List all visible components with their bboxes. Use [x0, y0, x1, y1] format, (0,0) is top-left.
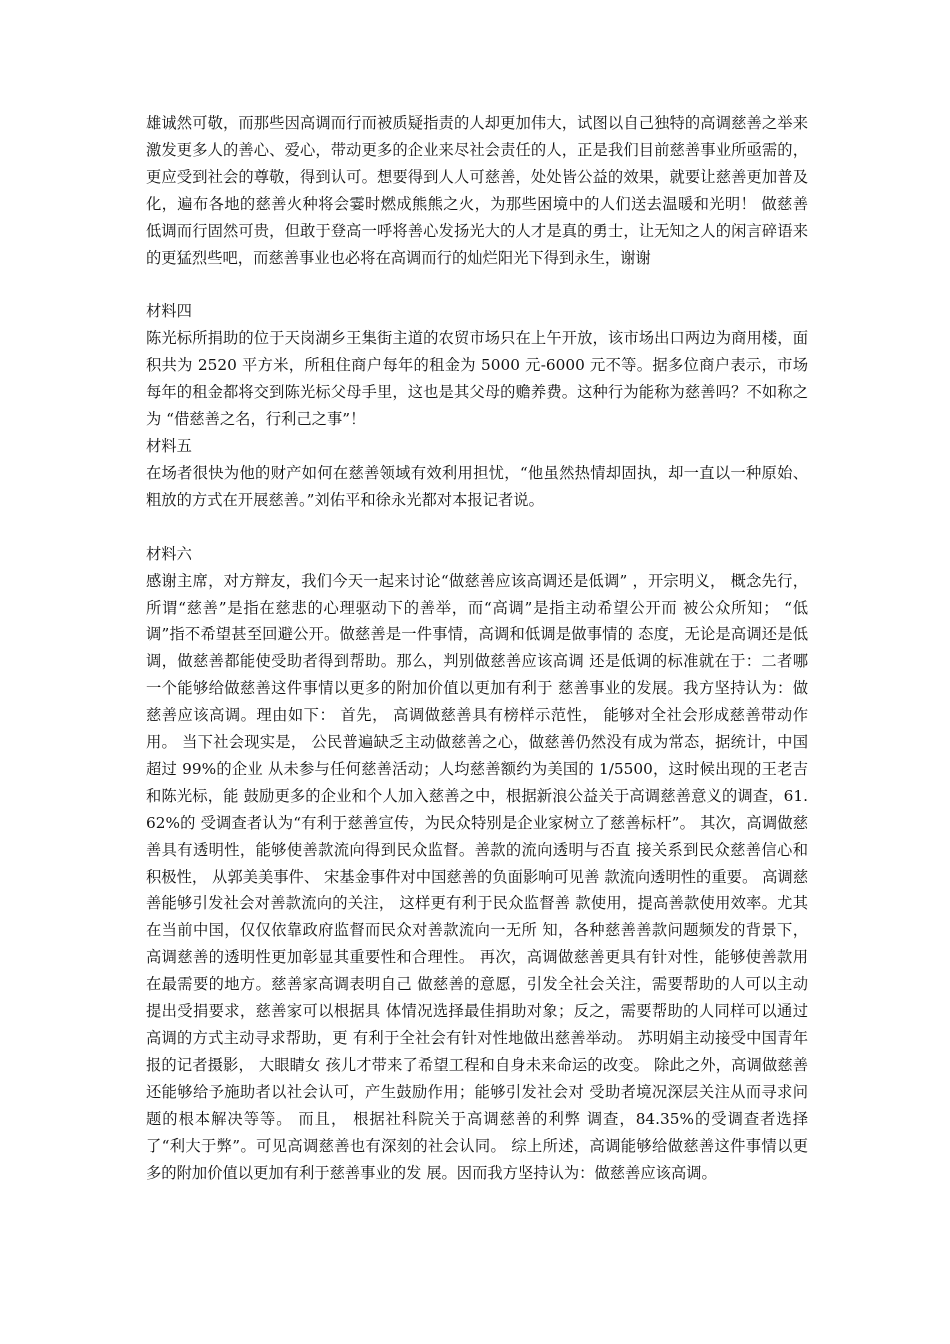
material4-heading: 材料四 — [146, 302, 192, 321]
paragraph-spacer — [146, 271, 808, 298]
material6-heading: 材料六 — [146, 544, 192, 563]
material4-paragraph: 陈光标所捐助的位于天岗湖乡王集街主道的农贸市场只在上午开放，该市场出口两边为商用楼，面积共为 2520 平方米，所租住商户每年的租金为 5000 元-6000 元不等。据多位商户表示，市场每年的租金都将交到陈光标父母手里，这也是其父母的赡养费。这种行为能称为慈善吗？不如称之为 “借慈善之名，行利己之事”！ — [146, 329, 808, 429]
material5-paragraph: 在场者很快为他的财产如何在慈善领域有效利用担忧，“他虽然热情却固执，却一直以一种原始、粗放的方式在开展慈善。”刘佑平和徐永光都对本报记者说。 — [146, 463, 808, 509]
document-page — [146, 110, 808, 1186]
paragraph-spacer — [146, 514, 808, 541]
material6-paragraph: 感谢主席，对方辩友，我们今天一起来讨论“做慈善应该高调还是低调” ，开宗明义， 概念先行，所谓“慈善”是指在慈悲的心理驱动下的善举，而“高调”是指主动希望公开而 被公众所知； “低调”指不希望甚至回避公开。做慈善是一件事情，高调和低调是做事情的 态度，无论是高调还是低调，做慈善都能使受助者得到帮助。那么，判别做慈善应该高调 还是低调的标准就在于：二者哪一个能够给做慈善这件事情以更多的附加价值以更加有利于 慈善事业的发展。我方坚持认为：做慈善应该高调。理由如下： 首先， 高调做慈善具有榜样示范性， 能够对全社会形成慈善带动作用。 当下社会现实是， 公民普遍缺乏主动做慈善之心，做慈善仍然没有成为常态，据统计，中国超过 99%的企业 从未参与任何慈善活动；人均慈善额约为美国的 1/5500，这时候出现的王老吉和陈光标，能 鼓励更多的企业和个人加入慈善之中，根据新浪公益关于高调慈善意义的调查，61.62%的 受调查者认为“有利于慈善宣传，为民众特别是企业家树立了慈善标杆”。 其次，高调做慈善具有透明性，能够使善款流向得到民众监督。善款的流向透明与否直 接关系到民众慈善信心和积极性， 从郭美美事件、 宋基金事件对中国慈善的负面影响可见善 款流向透明性的重要。 高调慈善能够引发社会对善款流向的关注， 这样更有利于民众监督善 款使用，提高善款使用效率。尤其在当前中国，仅仅依靠政府监督而民众对善款流向一无所 知，各种慈善善款问题频发的背景下，高调慈善的透明性更加彰显其重要性和合理性。 再次，高调做慈善更具有针对性，能够使善款用在最需要的地方。慈善家高调表明自己 做慈善的意愿，引发全社会关注，需要帮助的人可以主动提出受捐要求，慈善家可以根据具 体情况选择最佳捐助对象；反之，需要帮助的人同样可以通过高调的方式主动寻求帮助，更 有利于全社会有针对性地做出慈善举动。 苏明娟主动接受中国青年报的记者摄影， 大眼睛女 孩儿才带来了希望工程和自身未来命运的改变。 除此之外，高调做慈善还能够给予施助者以社会认可，产生鼓励作用；能够引发社会对 受助者境况深层关注从而寻求问题的根本解决等等。 而且， 根据社科院关于高调慈善的利弊 调查，84.35%的受调查者选择了“利大于弊”。可见高调慈善也有深刻的社会认同。 综上所述，高调能够给做慈善这件事情以更多的附加价值以更加有利于慈善事业的发 展。因而我方坚持认为：做慈善应该高调。 — [146, 571, 808, 1182]
material5-heading: 材料五 — [146, 436, 192, 455]
intro-paragraph: 雄诚然可敬，而那些因高调而行而被质疑指责的人却更加伟大，试图以自己独特的高调慈善之举来激发更多人的善心、爱心，带动更多的企业来尽社会责任的人，正是我们目前慈善事业所亟需的，更应受到社会的尊敬，得到认可。想要得到人人可慈善，处处皆公益的效果，就要让慈善更加普及化，遍布各地的慈善火种将会霎时燃成熊熊之火，为那些困境中的人们送去温暖和光明！ 做慈善低调而行固然可贵，但敢于登高一呼将善心发扬光大的人才是真的勇士，让无知之人的闲言碎语来的更猛烈些吧，而慈善事业也必将在高调而行的灿烂阳光下得到永生，谢谢 — [146, 114, 808, 267]
